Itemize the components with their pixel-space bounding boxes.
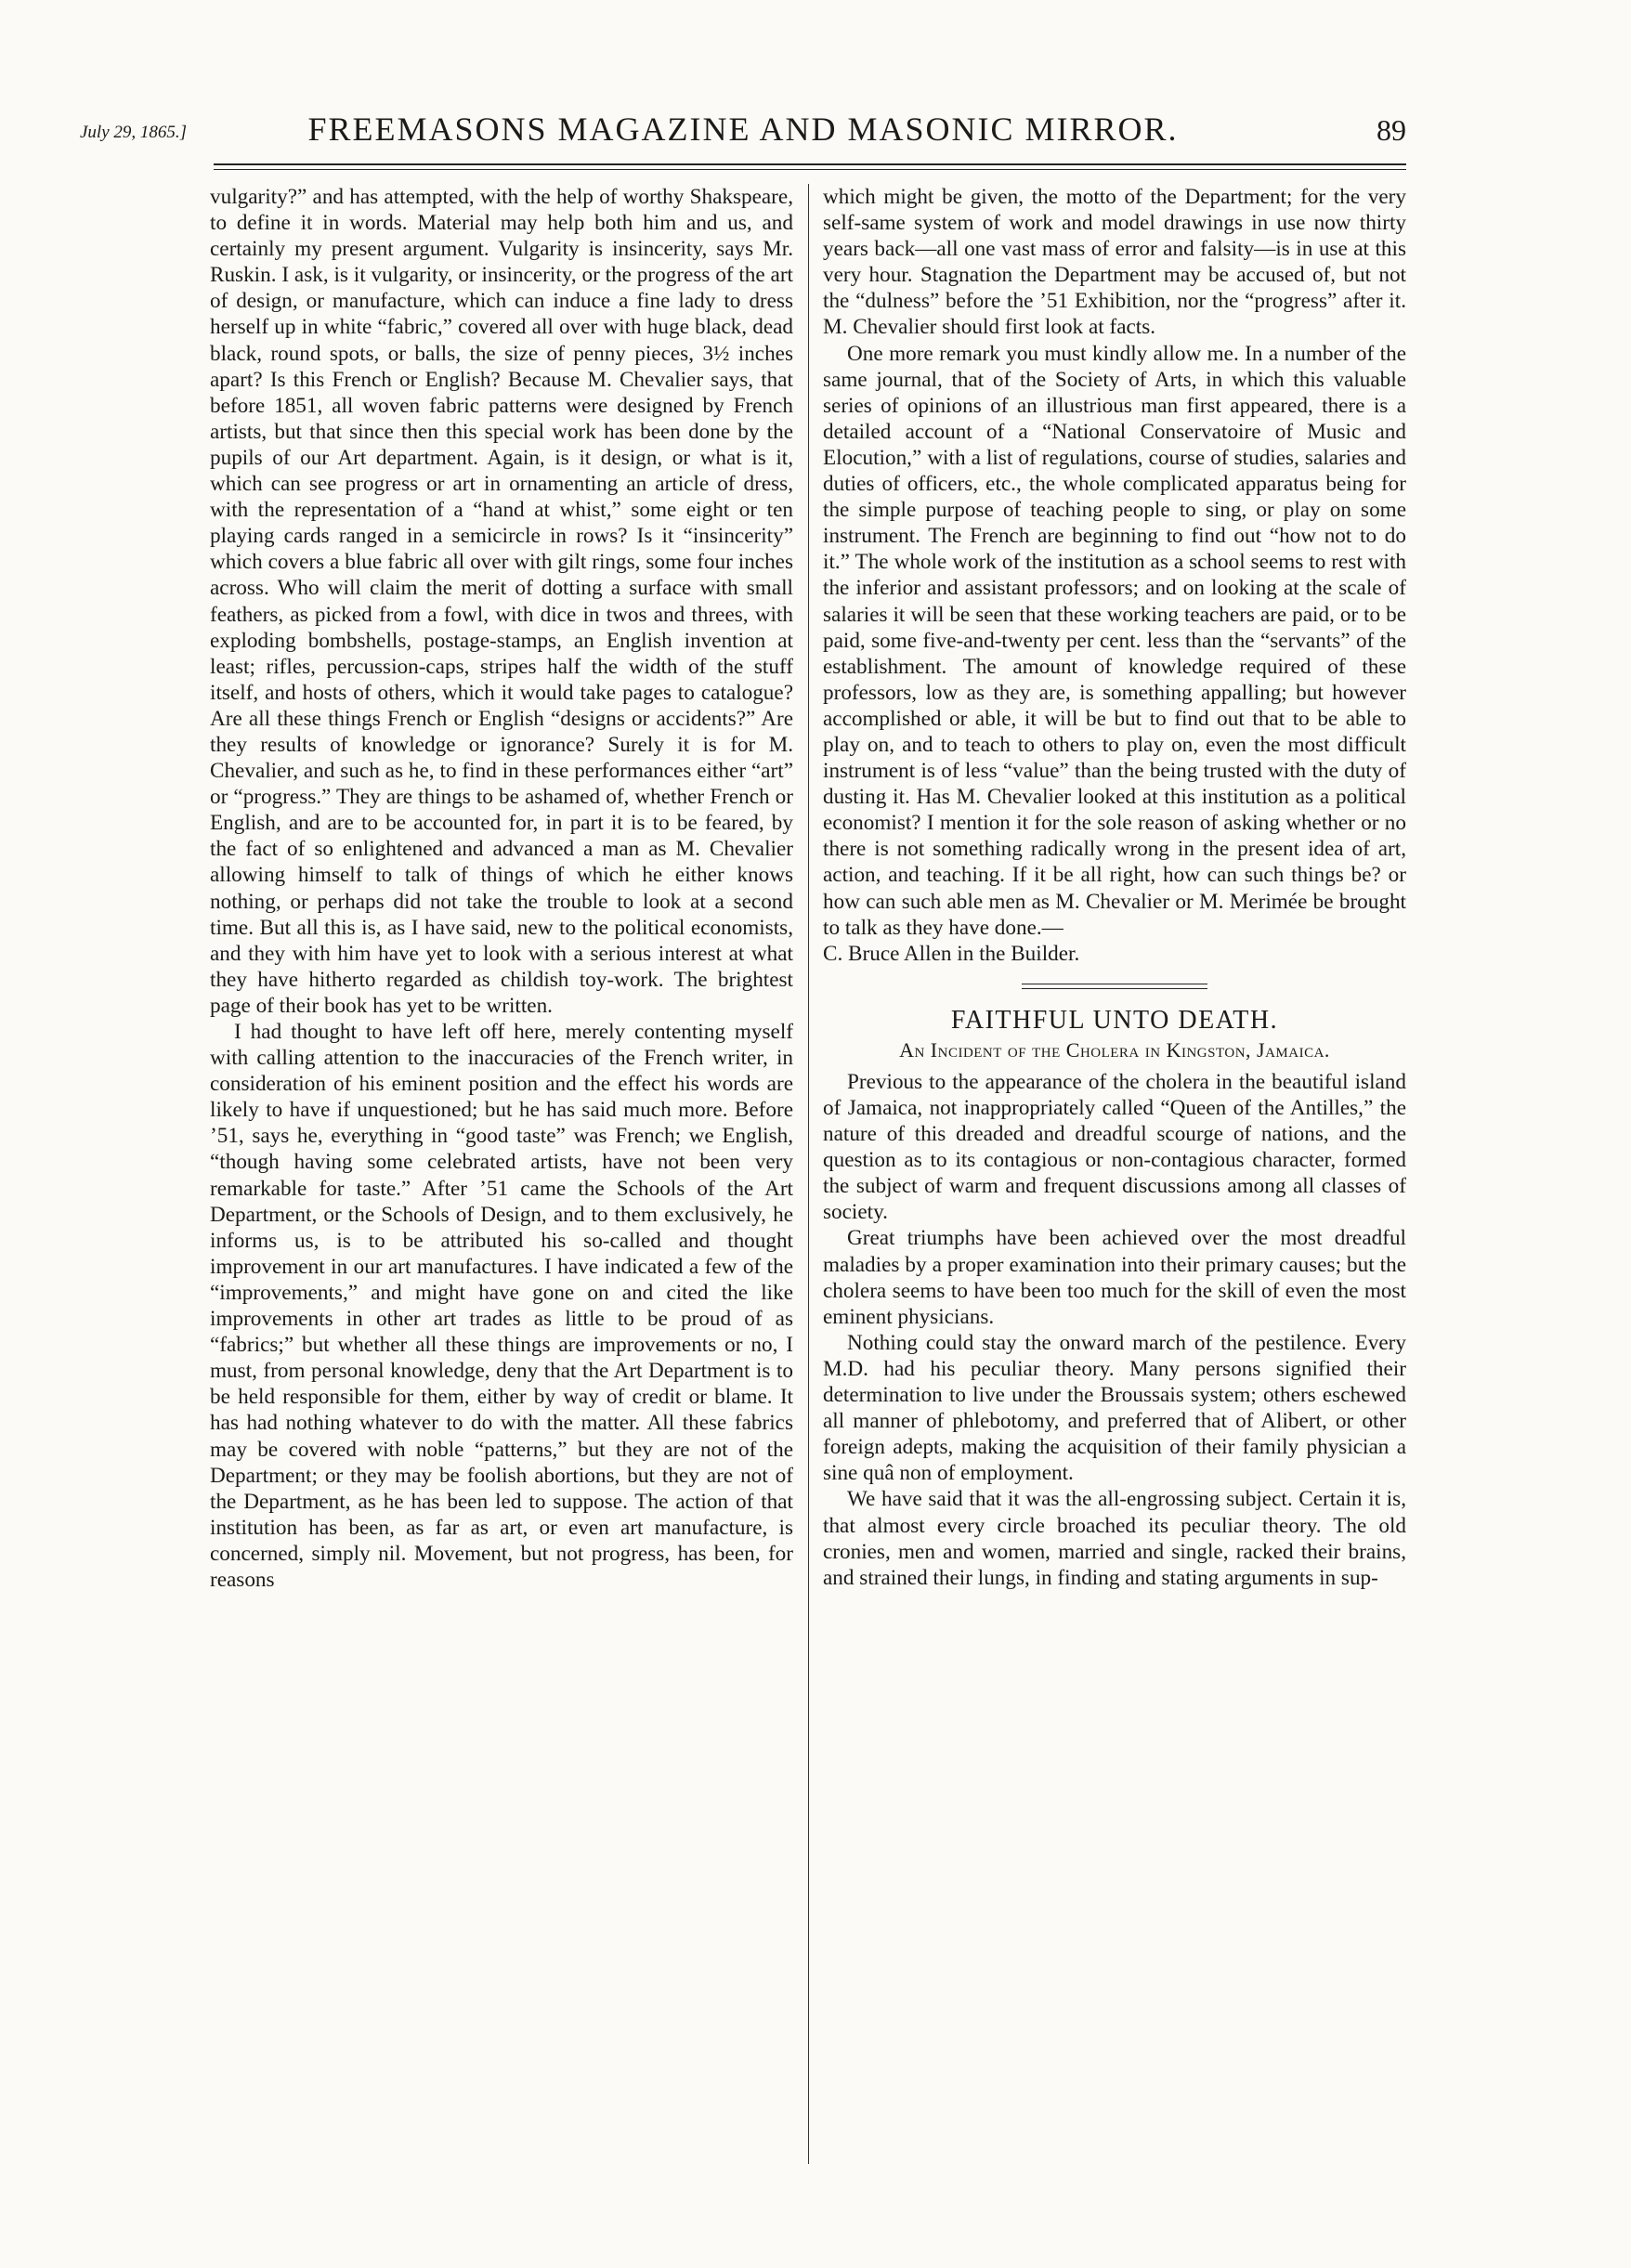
- page-number: 89: [1377, 113, 1406, 147]
- right-paragraph-2: One more remark you must kindly allow me. In a number of the same journal, that of the Society of Arts, in which this valuable series of opinions of an illustrious man first appeared, there is a detailed account of a “National Conservatoire of Music and Elocution,” with a list of regulations, course of studies, salaries and duties of officers, etc., the whole complicated apparatus being for the simple purpose of teaching people to sing, or play on some instrument. The French are beginning to find out “how not to do it.” The whole work of the institution as a school seems to rest with the inferior and assistant professors; and on looking at the scale of salaries it will be seen that these working teachers are paid, or to be paid, some five-and-twenty per cent. less than the “servants” of the establishment. The amount of knowledge required of these professors, low as they are, is something appalling; but however accomplished or able, it will be but to find out that to be able to play on, and to teach to others to play on, even the most difficult instrument is of less “value” than the being trusted with the duty of dusting it. Has M. Chevalier looked at this institution as a political economist? I mention it for the sole reason of asking whether or no there is not something radically wrong in the present idea of art, action, and teaching. If it be all right, how can such things be? or how can such able men as M. Chevalier or M. Merimée be brought to talk as they have done.—: [823, 341, 1406, 940]
- header-rule-thin: [214, 169, 1406, 170]
- left-column: [210, 184, 793, 2190]
- header-date: July 29, 1865.]: [80, 123, 188, 142]
- left-paragraph-1: vulgarity?” and has attempted, with the help of worthy Shakspeare, to define it in words. Material may help both him and us, and certainly my present argument. Vulgarity is insincerity, says Mr. Ruskin. I ask, is it vulgarity, or insincerity, or the progress of the art of design, or manufacture, which can induce a fine lady to dress herself up in white “fabric,” covered all over with huge black, dead black, round spots, or balls, the size of penny pieces, 3½ inches apart? Is this French or English? Because M. Chevalier says, that before 1851, all woven fabric patterns were designed by French artists, but that since then this special work has been done by the pupils of our Art department. Again, is it design, or what is it, which can see progress or art in ornamenting an article of dress, with the representation of a “hand at whist,” some eight or ten playing cards ranged in a semicircle in rows? Is it “insincerity” which covers a blue fabric all over with gilt rings, some four inches across. Who will claim the merit of dotting a surface with small feathers, as picked from a fowl, with dice in twos and threes, with exploding bombshells, postage-stamps, an English invention at least; rifles, percussion-caps, stripes half the width of the stuff itself, and hosts of others, which it would take pages to catalogue? Are all these things French or English “designs or accidents?” Are they results of knowledge or ignorance? Surely it is for M. Chevalier, and such as he, to find in these performances either “art” or “progress.” They are things to be ashamed of, whether French or English, and are to be accounted for, in part it is to be feared, by the fact of so enlightened and advanced a man as M. Chevalier allowing himself to talk of things of which he either knows nothing, or perhaps did not take the trouble to look at a second time. But all this is, as I have said, new to the political economists, and they with him have yet to look with a serious interest at what they have hitherto regarded as childish toy-work. The brightest page of their book has yet to be written.: [210, 185, 793, 1018]
- left-paragraph-2: I had thought to have left off here, merely contenting myself with calling attention to the inaccuracies of the French writer, in consideration of his eminent position and the effect his words are likely to have if unquestioned; but he has said much more. Before ’51, says he, everything in “good taste” was French; we English, “though having some celebrated artists, have not been very remarkable for taste.” After ’51 came the Schools of the Art Department, or the Schools of Design, and to them exclusively, he informs us, is to be attributed his so-called and thought improvement in our art manufactures. I have indicated a few of the “improvements,” and might have gone on and cited the like improvements in other art trades as little to be proud of as “fabrics;” but whether all these things are improvements or no, I must, from personal knowledge, deny that the Art Department is to be held responsible for them, either by way of credit or blame. It has had nothing whatever to do with the matter. All these fabrics may be covered with noble “patterns,” but they are not of the Department; or they may be foolish abortions, but they are not of the Department, as he has been led to suppose. The action of that institution has been, as far as art, or even art manufacture, is concerned, simply nil. Movement, but not progress, has been, for reasons: [210, 1020, 793, 1592]
- article-title: FAITHFUL UNTO DEATH.: [950, 1005, 1279, 1035]
- right-paragraph-1: which might be given, the motto of the Department; for the very self-same system of work and model drawings in use now thirty years back—all one vast mass of error and falsity—is in use at this very hour. Stagnation the Department may be accused of, but not the “dulness” before the ’51 Exhibition, nor the “progress” after it. M. Chevalier should first look at facts.: [823, 185, 1406, 340]
- right-column: [823, 184, 1406, 2190]
- masthead-title: FREEMASONS MAGAZINE AND MASONIC MIRROR.: [307, 111, 1179, 148]
- article-signature: C. Bruce Allen in the Builder.: [823, 941, 1080, 966]
- article-paragraph-2: Great triumphs have been achieved over the most dreadful maladies by a proper examination into their primary causes; but the cholera seems to have been too much for the skill of even the most eminent physicians.: [823, 1226, 1406, 1329]
- header-rule-thick: [214, 163, 1406, 165]
- article-paragraph-3: Nothing could stay the onward march of the pestilence. Every M.D. had his peculiar theory. Many persons signified their determination to live under the Broussais system; others eschewed all manner of phlebotomy, and preferred that of Alibert, or other foreign adepts, making the acquisition of their family physician a sine quâ non of employment.: [823, 1330, 1406, 1486]
- column-divider: [808, 184, 809, 2164]
- article-paragraph-4: We have said that it was the all-engrossing subject. Certain it is, that almost every circle broached its peculiar theory. The old cronies, men and women, married and single, racked their brains, and strained their lungs, in finding and stating arguments in sup-: [823, 1487, 1406, 1590]
- article-separator: [1022, 984, 1207, 989]
- page-header: [80, 110, 1406, 156]
- article-subtitle: An Incident of the Cholera in Kingston, Jamaica.: [899, 1037, 1330, 1062]
- article-paragraph-1: Previous to the appearance of the cholera in the beautiful island of Jamaica, not inappropriately called “Queen of the Antilles,” the nature of this dreaded and dreadful scourge of nations, and the question as to its contagious or non-contagious character, formed the subject of warm and frequent discussions among all classes of society.: [823, 1069, 1406, 1225]
